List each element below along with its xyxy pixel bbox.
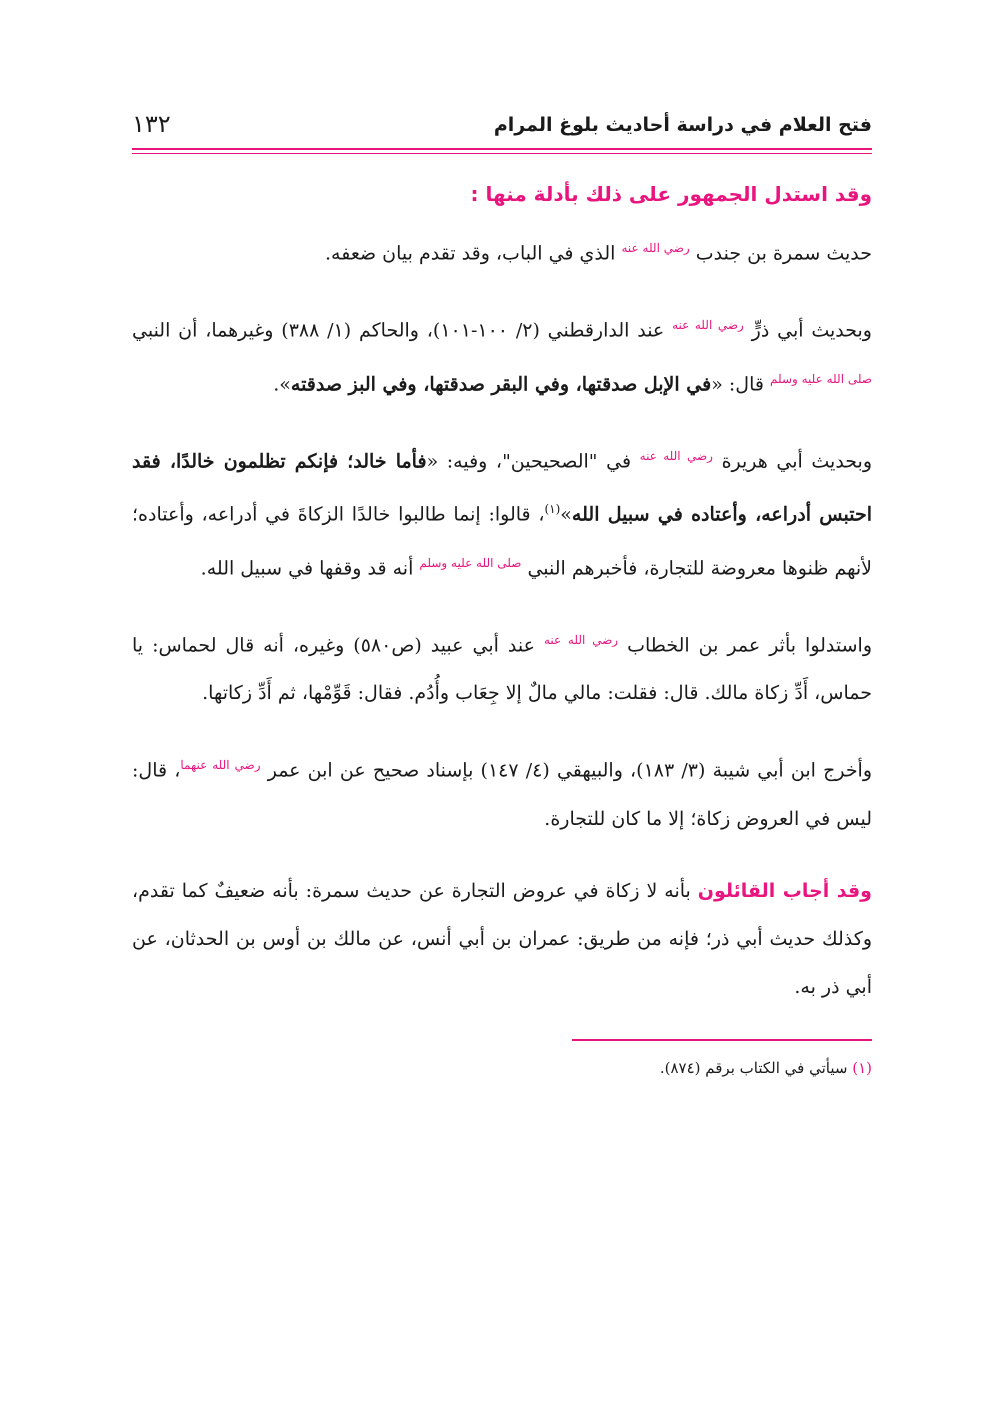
paragraph-6 <box>132 867 872 1011</box>
honorific-symbol: رضي الله عنه <box>639 448 713 463</box>
text: واستدلوا بأثر عمر بن الخطاب <box>627 634 873 657</box>
honorific-symbol: رضي الله عنهما <box>180 758 261 773</box>
book-title: فتح العلام في دراسة أحاديث بلوغ المرام <box>493 114 872 136</box>
text: في "الصحيحين"، وفيه: « <box>426 450 632 473</box>
text: ». <box>273 372 291 395</box>
text: ، قال: ليس في العروض زكاة؛ إلا ما كان للتجارة. <box>132 759 872 830</box>
honorific-symbol: رضي الله عنه <box>672 318 744 333</box>
text: قال: « <box>711 372 764 395</box>
honorific-symbol: صلى الله عليه وسلم <box>419 555 522 570</box>
text: أنه قد وقفها في سبيل الله. <box>200 556 414 579</box>
text: وبحديث أبي هريرة <box>721 450 873 473</box>
paragraph-5 <box>132 741 872 842</box>
honorific-symbol: صلى الله عليه وسلم <box>770 371 872 386</box>
text: وأخرج ابن أبي شيبة (٣/ ١٨٣)، والبيهقي (٤/ ١٤٧) بإسناد صحيح عن ابن عمر <box>267 759 873 782</box>
footnote-rule <box>572 1039 872 1041</box>
footnote <box>132 1059 872 1077</box>
honorific-symbol: رضي الله عنه <box>621 241 690 255</box>
page-number: ١٣٢ <box>132 110 171 138</box>
highlighted-lead: وقد أجاب القائلون <box>697 879 872 902</box>
text: عند أبي عبيد (ص٥٨٠) وغيره، أنه قال لحماس: يا حماس، أَدِّ زكاة مالك. قال: فقلت: مالي مالٌ إلا جِعَاب وأُدُم. فقال: قَوِّمْها، ثم أَدِّ زكاتها. <box>132 634 872 705</box>
text: بأنه لا زكاة في عروض التجارة عن حديث سمرة: بأنه ضعيفٌ كما تقدم، وكذلك حديث أبي ذر؛ فإنه من طريق: عمران بن أبي أنس، عن مالك بن أوس بن الحدثان، عن أبي ذر به. <box>132 879 872 998</box>
paragraph-1 <box>132 224 872 277</box>
footnote-reference[interactable]: (١) <box>544 502 561 517</box>
text: ، قالوا: إنما طالبوا خالدًا الزكاةَ في أدراعه، وأعتاده؛ لأنهم ظنوها معروضة للتجارة، فأخبرهم النبي <box>132 503 872 579</box>
page <box>132 100 872 1340</box>
hadith-quote: فأما خالد؛ فإنكم تظلمون خالدًا، فقد احتبس أدراعه، وأعتاده في سبيل الله <box>132 450 872 526</box>
text: الذي في الباب، وقد تقدم بيان ضعفه. <box>325 242 616 265</box>
text: » <box>560 503 572 526</box>
text: عند الدارقطني (٢/ ١٠٠-١٠١)، والحاكم (١/ ٣٨٨) وغيرهما، أن النبي <box>132 319 665 342</box>
paragraph-2 <box>132 301 872 408</box>
running-header <box>132 100 872 146</box>
footnote-text: سيأتي في الكتاب برقم (٨٧٤). <box>659 1058 848 1077</box>
hadith-quote: في الإبل صدقتها، وفي البقر صدقتها، وفي البز صدقته <box>290 372 712 395</box>
paragraph-3 <box>132 432 872 592</box>
honorific-symbol: رضي الله عنه <box>543 632 619 647</box>
footnote-mark: (١) <box>852 1058 872 1077</box>
text: وبحديث أبي ذرٍّ <box>751 319 872 342</box>
paragraph-4 <box>132 616 872 717</box>
text: حديث سمرة بن جندب <box>695 242 872 265</box>
header-rule <box>132 148 872 154</box>
section-heading: وقد استدل الجمهور على ذلك بأدلة منها : <box>470 182 872 206</box>
